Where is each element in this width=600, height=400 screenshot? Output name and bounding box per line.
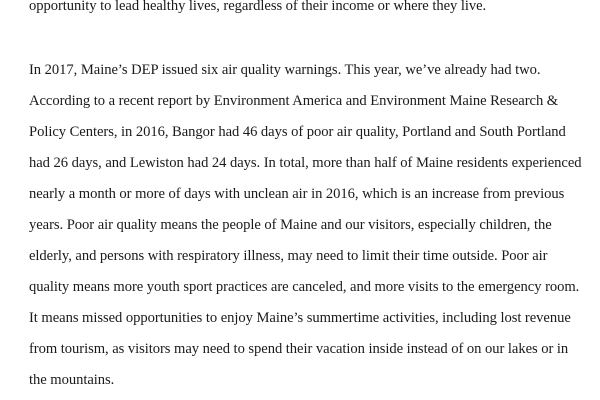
paragraph-line: According to a recent report by Environment America and Environment Maine Research & bbox=[29, 93, 559, 109]
paragraph-line: In 2017, Maine’s DEP issued six air quality warnings. This year, we’ve already had two. bbox=[29, 62, 541, 78]
paragraph-line: years. Poor air quality means the people of Maine and our visitors, especially children, the bbox=[29, 217, 552, 233]
paragraph-line: the mountains. bbox=[29, 372, 115, 388]
paragraph-line: quality means more youth sport practices are canceled, and more visits to the emergency room. bbox=[29, 279, 580, 295]
paragraph-line: nearly a month or more of days with unclean air in 2016, which is an increase from previous bbox=[29, 186, 565, 202]
paragraph-line: had 26 days, and Lewiston had 24 days. In total, more than half of Maine residents experienced bbox=[29, 155, 582, 171]
previous-paragraph-fragment: opportunity to lead healthy lives, regardless of their income or where they live. bbox=[29, 0, 487, 14]
paragraph-line: elderly, and persons with respiratory illness, may need to limit their time outside. Poor air bbox=[29, 248, 548, 264]
paragraph-line: It means missed opportunities to enjoy Maine’s summertime activities, including lost revenue bbox=[29, 310, 571, 326]
paragraph-line: Policy Centers, in 2016, Bangor had 46 days of poor air quality, Portland and South Portland bbox=[29, 124, 566, 140]
paragraph-line: from tourism, as visitors may need to spend their vacation inside instead of on our lakes or in bbox=[29, 341, 569, 357]
